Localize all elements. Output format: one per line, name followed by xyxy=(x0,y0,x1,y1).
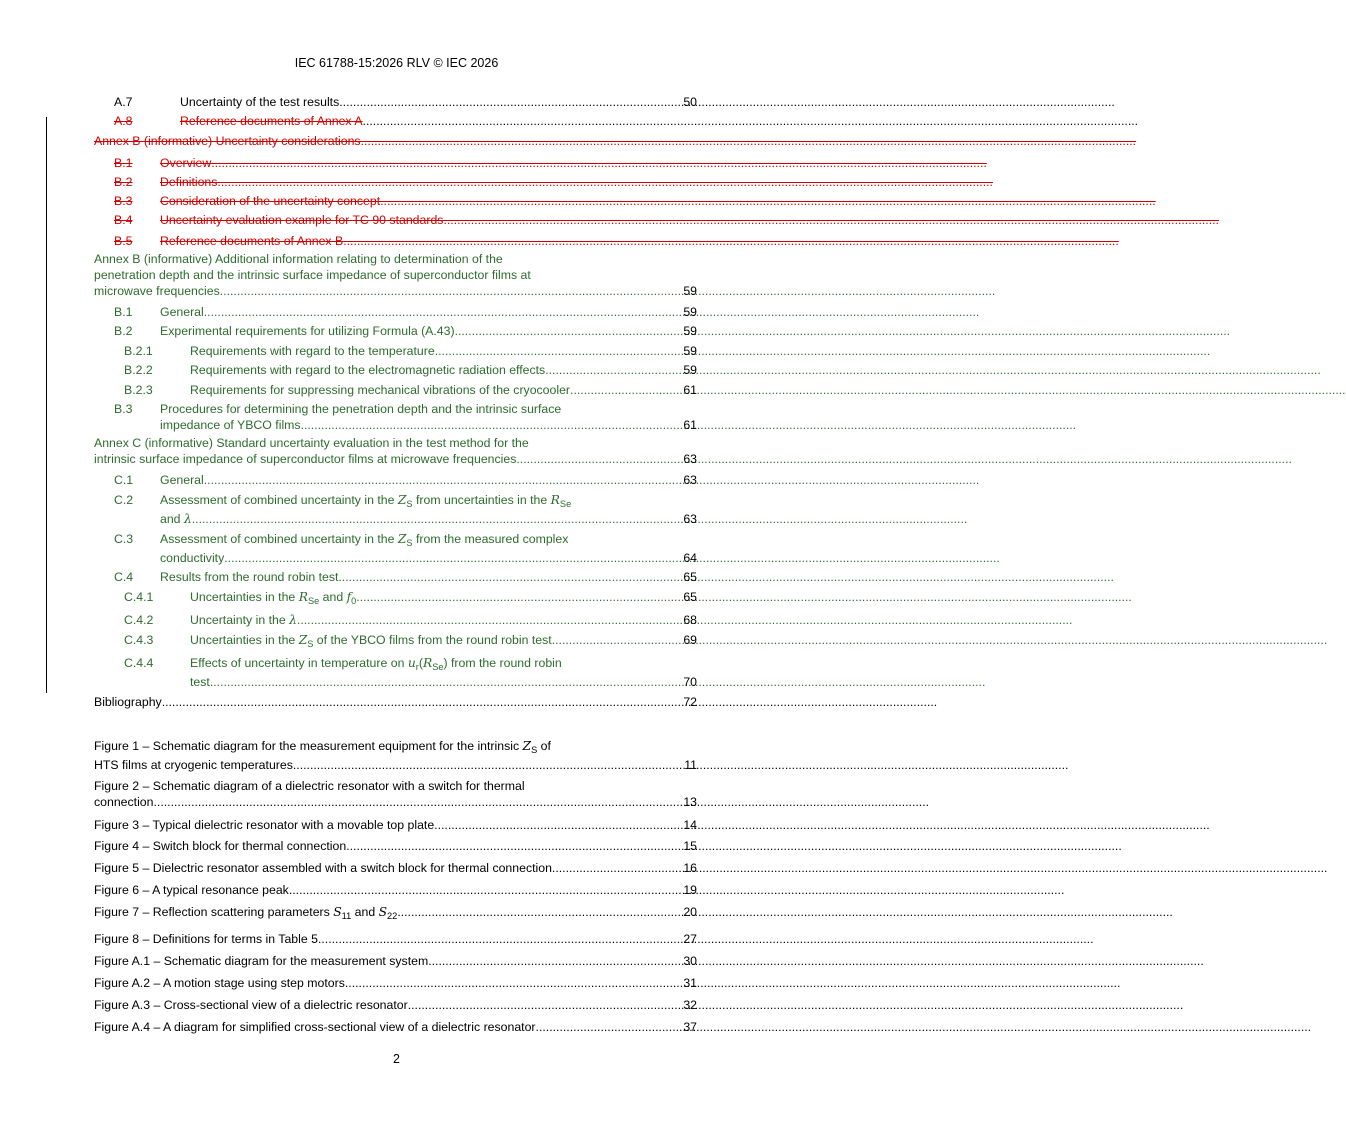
figure-title: Figure A.1 – Schematic diagram for the measurement system xyxy=(94,954,429,968)
math-sub-se: Se xyxy=(307,596,320,606)
toc-page: 59 xyxy=(683,344,697,358)
toc-leader xyxy=(153,794,683,810)
toc-leader xyxy=(217,174,697,190)
toc-entry-c4[interactable] xyxy=(94,569,697,585)
toc-leader xyxy=(339,94,683,110)
toc-page: 32 xyxy=(683,998,697,1012)
math-sub-s: S xyxy=(406,499,413,509)
toc-number: B.2 xyxy=(114,324,133,338)
toc-title-text: Uncertainties in the xyxy=(190,633,299,647)
toc-entry-b3[interactable] xyxy=(94,417,697,433)
toc-page: 19 xyxy=(683,883,697,897)
toc-page: 61 xyxy=(683,418,697,432)
toc-title: Consideration of the uncertainty concept xyxy=(160,194,381,208)
toc-entry-c4-4[interactable] xyxy=(94,674,697,690)
toc-entry-annex-b-deleted[interactable] xyxy=(94,133,697,149)
toc-entry-c2[interactable] xyxy=(94,511,697,527)
toc-title-and: and xyxy=(160,512,184,526)
math-rparen: ) xyxy=(443,656,448,670)
toc-page: 59 xyxy=(683,284,697,298)
figure-entry-1[interactable] xyxy=(94,757,697,773)
toc-page: 11 xyxy=(684,758,697,772)
toc-leader xyxy=(356,589,683,605)
toc-number: B.1 xyxy=(114,156,133,170)
toc-leader xyxy=(345,975,683,991)
math-z: Z xyxy=(397,493,407,507)
figure-title-text: Figure 7 – Reflection scattering parameters xyxy=(94,905,334,919)
figure-entry-a2[interactable] xyxy=(94,975,697,991)
toc-number: C.4.4 xyxy=(124,656,154,670)
toc-page: 16 xyxy=(683,861,697,875)
toc-leader xyxy=(210,674,683,690)
toc-leader xyxy=(435,343,684,359)
figure-title-cont: of xyxy=(537,739,551,753)
figure-title: Figure 5 – Dielectric resonator assembled with a switch block for thermal connection xyxy=(94,861,552,875)
math-s: S xyxy=(333,905,342,919)
toc-number: B.3 xyxy=(114,402,133,416)
toc-entry-b2-1[interactable] xyxy=(94,343,697,359)
toc-number: B.2.2 xyxy=(124,363,153,377)
toc-number: B.3 xyxy=(114,194,133,208)
toc-title: Uncertainty of the test results xyxy=(180,95,340,109)
page-header: IEC 61788-15:2026 RLV © IEC 2026 xyxy=(294,56,499,70)
toc-page: 30 xyxy=(683,954,697,968)
toc-title: conductivity xyxy=(160,551,225,565)
toc-leader xyxy=(204,472,684,488)
toc-leader xyxy=(380,193,697,209)
toc-title-text: Uncertainty in the xyxy=(190,613,290,627)
toc-entry-annex-b-line1[interactable]: Annex B (informative) Additional information relating to determination of the xyxy=(94,252,503,266)
toc-number: C.1 xyxy=(114,473,134,487)
toc-title: Overview xyxy=(160,156,212,170)
toc-title: Assessment of combined uncertainty in the xyxy=(160,493,398,507)
toc-entry-b2-2[interactable] xyxy=(94,362,697,378)
toc-page: 63 xyxy=(683,473,697,487)
toc-page: 63 xyxy=(683,452,697,466)
figure-title: connection xyxy=(94,795,154,809)
toc-leader xyxy=(297,612,683,628)
toc-entry-b3-deleted[interactable] xyxy=(94,193,697,209)
toc-title: General xyxy=(160,305,204,319)
math-sub-s: S xyxy=(531,745,538,755)
toc-title: Assessment of combined uncertainty in the xyxy=(160,532,398,546)
toc-title: test xyxy=(190,675,210,689)
toc-page: 59 xyxy=(683,363,697,377)
math-sub-11: 11 xyxy=(341,911,352,921)
figure-title: HTS films at cryogenic temperatures xyxy=(94,758,293,772)
toc-leader xyxy=(293,757,684,773)
toc-number: C.4 xyxy=(114,570,134,584)
toc-leader xyxy=(443,212,697,228)
math-sub-s: S xyxy=(307,639,314,649)
figure-entry-a3[interactable] xyxy=(94,997,697,1013)
figure-entry-4[interactable] xyxy=(94,838,697,854)
math-lparen: ( xyxy=(418,656,423,670)
toc-title-and: and xyxy=(319,590,347,604)
toc-leader xyxy=(301,417,684,433)
toc-number: C.4.2 xyxy=(124,613,154,627)
figure-title: Figure 4 – Switch block for thermal connection xyxy=(94,839,347,853)
toc-title: Requirements for suppressing mechanical vibrations of the cryocooler xyxy=(190,383,571,397)
toc-number: A.8 xyxy=(114,114,133,128)
toc-title: microwave frequencies xyxy=(94,284,220,298)
toc-leader xyxy=(536,1019,684,1035)
toc-number: C.3 xyxy=(114,532,134,546)
toc-leader xyxy=(343,233,697,249)
math-r: R xyxy=(550,493,560,507)
toc-leader xyxy=(408,997,684,1013)
toc-page: 15 xyxy=(683,839,697,853)
toc-title-cont: from the measured complex xyxy=(412,532,569,546)
toc-entry-c1[interactable] xyxy=(94,472,697,488)
toc-title: impedance of YBCO films xyxy=(160,418,301,432)
toc-number: B.4 xyxy=(114,213,133,227)
toc-page: 65 xyxy=(683,590,697,604)
toc-leader xyxy=(434,817,683,833)
math-sub-22: 22 xyxy=(387,911,398,921)
toc-leader xyxy=(192,511,684,527)
toc-page: 63 xyxy=(683,512,697,526)
toc-page: 20 xyxy=(683,905,697,919)
toc-number: C.4.3 xyxy=(124,633,154,647)
math-sub-se: Se xyxy=(432,662,444,672)
toc-entry-b2-deleted[interactable] xyxy=(94,174,697,190)
toc-leader xyxy=(338,569,683,585)
toc-page: 50 xyxy=(683,95,697,109)
toc-entry-annex-c-line1[interactable]: Annex C (informative) Standard uncertainty evaluation in the test method for the xyxy=(94,436,529,450)
toc-title: Results from the round robin test xyxy=(160,570,339,584)
toc-leader xyxy=(552,632,684,648)
math-lambda: λ xyxy=(183,512,192,526)
figure-title xyxy=(94,904,397,924)
toc-leader xyxy=(428,953,683,969)
figure-entry-a1[interactable] xyxy=(94,953,697,969)
toc-leader xyxy=(162,694,684,710)
toc-title xyxy=(190,632,552,652)
toc-entry-annex-c[interactable] xyxy=(94,451,697,467)
toc-entry-b4-deleted[interactable] xyxy=(94,212,697,228)
math-s: S xyxy=(378,905,388,919)
toc-title: Experimental requirements for utilizing Formula (A.43) xyxy=(160,324,455,338)
toc-title: Annex B (informative) Uncertainty considerations xyxy=(94,134,361,148)
toc-leader xyxy=(363,113,697,129)
toc-entry-b1-deleted[interactable] xyxy=(94,155,697,171)
toc-title-text: Uncertainties in the xyxy=(190,590,299,604)
toc-number: B.2 xyxy=(114,175,133,189)
toc-leader xyxy=(346,838,683,854)
toc-leader xyxy=(552,860,683,876)
page-number: 2 xyxy=(393,1052,400,1066)
toc-title xyxy=(160,511,192,527)
math-sub-zero: 0 xyxy=(351,596,357,606)
math-f: f xyxy=(346,590,352,604)
toc-number: B.1 xyxy=(114,305,133,319)
toc-entry-bibliography[interactable] xyxy=(94,694,697,710)
figure-title: Figure A.2 – A motion stage using step motors xyxy=(94,976,345,990)
toc-leader xyxy=(318,931,683,947)
toc-entry-c2-line1[interactable] xyxy=(94,492,697,512)
figure-title: Figure 1 – Schematic diagram for the measurement equipment for the intrinsic xyxy=(94,739,523,753)
toc-entry-c4-4-line1[interactable] xyxy=(94,655,697,675)
figure-title: Figure A.4 – A diagram for simplified cross-sectional view of a dielectric resonator xyxy=(94,1020,536,1034)
figure-entry-6[interactable] xyxy=(94,882,697,898)
toc-page: 59 xyxy=(683,305,697,319)
toc-page: 31 xyxy=(683,976,697,990)
toc-page: 68 xyxy=(683,613,697,627)
toc-title: Reference documents of Annex B xyxy=(160,234,344,248)
toc-page: 37 xyxy=(683,1020,697,1034)
toc-leader xyxy=(570,382,683,398)
toc-leader xyxy=(224,550,683,566)
toc-leader xyxy=(211,155,697,171)
figure-entry-7[interactable] xyxy=(94,904,697,924)
toc-entry-c3[interactable] xyxy=(94,550,697,566)
math-r: R xyxy=(298,590,308,604)
toc-title: Reference documents of Annex A xyxy=(180,114,363,128)
toc-entry-c4-3[interactable] xyxy=(94,632,697,652)
toc-page: 59 xyxy=(683,324,697,338)
toc-entry-b2[interactable] xyxy=(94,323,697,339)
figure-entry-2-line1[interactable]: Figure 2 – Schematic diagram of a dielectric resonator with a switch for thermal xyxy=(94,779,525,793)
toc-entry-annex-b-line2[interactable]: penetration depth and the intrinsic surface impedance of superconductor films at xyxy=(94,268,531,282)
math-sub-s: S xyxy=(406,538,413,548)
toc-leader xyxy=(204,304,684,320)
toc-title: Definitions xyxy=(160,175,218,189)
figure-entry-a4[interactable] xyxy=(94,1019,697,1035)
toc-title-cont: from uncertainties in the xyxy=(412,493,551,507)
toc-leader xyxy=(455,323,684,339)
toc-leader xyxy=(516,451,683,467)
toc-page: 13 xyxy=(683,795,697,809)
revision-change-bar xyxy=(46,117,47,693)
toc-leader xyxy=(545,362,683,378)
figure-title: Figure 3 – Typical dielectric resonator with a movable top plate xyxy=(94,818,435,832)
toc-leader xyxy=(220,283,684,299)
toc-number: C.2 xyxy=(114,493,134,507)
toc-title xyxy=(190,612,297,628)
math-z: Z xyxy=(522,739,532,753)
math-z: Z xyxy=(397,532,407,546)
math-u: u xyxy=(407,656,416,670)
toc-page: 64 xyxy=(683,551,697,565)
toc-number: A.7 xyxy=(114,95,133,109)
toc-page: 27 xyxy=(683,932,697,946)
toc-title: Procedures for determining the penetration depth and the intrinsic surface xyxy=(160,402,562,416)
toc-entry-annex-b[interactable] xyxy=(94,283,697,299)
figure-entry-1-line1[interactable] xyxy=(94,738,697,758)
figure-entry-2[interactable] xyxy=(94,794,697,810)
toc-page: 14 xyxy=(683,818,697,832)
toc-entry-b2-3[interactable] xyxy=(94,382,697,398)
toc-leader xyxy=(361,133,697,149)
figure-entry-3[interactable] xyxy=(94,817,697,833)
toc-entry-b3-line1[interactable] xyxy=(94,401,697,417)
toc-page: 70 xyxy=(683,675,697,689)
toc-title xyxy=(190,589,356,609)
toc-number: B.5 xyxy=(114,234,133,248)
figure-title: Figure A.3 – Cross-sectional view of a dielectric resonator xyxy=(94,998,408,1012)
toc-title: Effects of uncertainty in temperature on xyxy=(190,656,408,670)
math-sub-se: Se xyxy=(559,499,572,509)
toc-number: C.4.1 xyxy=(124,590,154,604)
math-lambda: λ xyxy=(289,613,297,627)
toc-number: B.2.1 xyxy=(124,344,153,358)
toc-title: intrinsic surface impedance of superconductor films at microwave frequencies xyxy=(94,452,517,466)
toc-entry-a8-deleted[interactable] xyxy=(94,113,697,129)
math-r: R xyxy=(422,656,433,670)
figure-entry-8[interactable] xyxy=(94,931,697,947)
toc-entry-a7[interactable] xyxy=(94,94,697,110)
toc-page: 61 xyxy=(683,383,697,397)
math-z: Z xyxy=(298,633,308,647)
toc-page: 72 xyxy=(683,695,697,709)
toc-title: Requirements with regard to the temperature xyxy=(190,344,435,358)
toc-title-cont: from the round robin xyxy=(447,656,562,670)
toc-title: General xyxy=(160,473,204,487)
toc-page: 69 xyxy=(683,633,697,647)
figure-title-and: and xyxy=(351,905,379,919)
toc-entry-b1[interactable] xyxy=(94,304,697,320)
toc-entry-b5-deleted[interactable] xyxy=(94,233,697,249)
figure-entry-5[interactable] xyxy=(94,860,697,876)
toc-page: 65 xyxy=(683,570,697,584)
toc-title: Requirements with regard to the electromagnetic radiation effects xyxy=(190,363,546,377)
toc-entry-c4-1[interactable] xyxy=(94,589,697,609)
figure-title: Figure 6 – A typical resonance peak xyxy=(94,883,289,897)
toc-title-cont: of the YBCO films from the round robin test xyxy=(313,633,552,647)
math-sub-r: r xyxy=(415,662,419,672)
toc-title: Uncertainty evaluation example for TC 90 standards xyxy=(160,213,444,227)
toc-entry-c3-line1[interactable] xyxy=(94,531,697,551)
toc-entry-c4-2[interactable] xyxy=(94,612,697,628)
toc-leader xyxy=(397,904,683,920)
figure-title: Figure 8 – Definitions for terms in Table 5 xyxy=(94,932,318,946)
toc-leader xyxy=(289,882,683,898)
toc-number: B.2.3 xyxy=(124,383,153,397)
toc-title: Bibliography xyxy=(94,695,162,709)
